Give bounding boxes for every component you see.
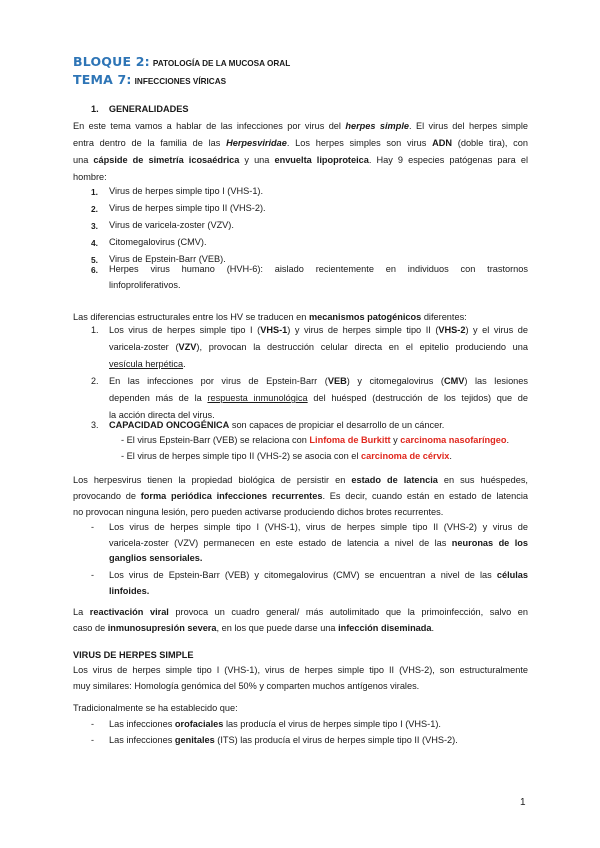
topic-title: INFECCIONES VÍRICAS <box>134 77 227 86</box>
list-number: 5. <box>91 255 98 265</box>
list-item: Virus de herpes simple tipo II (VHS-2). <box>109 203 266 213</box>
sub-list-item: - El virus de herpes simple tipo II (VHS-2) se asocia con el carcinoma de cérvix. <box>121 451 452 461</box>
topic-header <box>73 71 226 89</box>
paragraph-line: Tradicionalmente se ha establecido que: <box>73 703 238 713</box>
bullet-item-line: ganglios sensoriales. <box>109 553 203 563</box>
paragraph-line: Los virus de herpes simple tipo I (VHS-1), virus de herpes simple tipo II (VHS-2), son estructuralmente <box>73 665 528 675</box>
paragraph-line: En este tema vamos a hablar de las infecciones por virus del herpes simple. El virus del herpes simple <box>73 121 528 131</box>
block-title: PATOLOGÍA DE LA MUCOSA ORAL <box>152 59 291 68</box>
list-item-line: la acción directa del virus. <box>109 410 215 420</box>
list-number: 6. <box>91 265 98 275</box>
list-item: Los virus de herpes simple tipo I (VHS-1) y virus de herpes simple tipo II (VHS-2) y el virus de <box>109 325 528 335</box>
paragraph-line: hombre: <box>73 172 107 182</box>
section-heading: VIRUS DE HERPES SIMPLE <box>73 650 194 660</box>
list-number: 2. <box>91 204 98 214</box>
list-number: 3. <box>91 221 98 231</box>
list-item-line: vesícula herpética. <box>109 359 186 369</box>
block-header <box>73 53 290 71</box>
paragraph-line: caso de inmunosupresión severa, en los que puede darse una infección diseminada. <box>73 623 435 633</box>
bullet-item: Las infecciones genitales (ITS) las producía el virus de herpes simple tipo II (VHS-2). <box>109 735 458 745</box>
paragraph-line: provocando de forma periódica infecciones recurrentes. Es decir, cuando están en estado de latencia <box>73 491 528 501</box>
paragraph-line: Los herpesvirus tienen la propiedad biológica de persistir en estado de latencia en sus huéspedes, <box>73 475 528 485</box>
paragraph-line: muy similares: Homología genómica del 50% y comparten muchos antígenos virales. <box>73 681 420 691</box>
list-number: 3. <box>91 420 99 430</box>
paragraph-line: La reactivación viral provoca un cuadro general/ más autolimitado que la primoinfección, salvo en <box>73 607 528 617</box>
list-number: 1. <box>91 187 98 197</box>
page-number: 1 <box>520 797 526 808</box>
bullet-dash: - <box>91 719 94 729</box>
list-item-line: varicela-zoster (VZV), provocan la destrucción celular directa en el epitelio produciendo una <box>109 342 529 352</box>
bullet-dash: - <box>91 570 94 580</box>
paragraph-line: una cápside de simetría icosaédrica y una envuelta lipoproteica. Hay 9 especies patógenas para el <box>73 155 528 165</box>
list-item: Herpes virus humano (HVH-6): aislado recientemente en individuos con trastornos <box>109 264 528 274</box>
block-label: BLOQUE 2: <box>73 54 150 69</box>
list-item: En las infecciones por virus de Epstein-Barr (VEB) y citomegalovirus (CMV) las lesiones <box>109 376 528 386</box>
section-heading <box>91 104 189 114</box>
list-item: Virus de varicela-zoster (VZV). <box>109 220 234 230</box>
bullet-item: Los virus de herpes simple tipo I (VHS-1), virus de herpes simple tipo II (VHS-2) y virus de <box>109 522 528 532</box>
paragraph-line: no provocan ninguna lesión, pero pueden activarse produciendo dichos brotes recurrentes. <box>73 507 444 517</box>
bullet-item: Los virus de Epstein-Barr (VEB) y citomegalovirus (CMV) se encuentran a nivel de las células <box>109 570 528 580</box>
section-title: GENERALIDADES <box>108 104 189 114</box>
list-item: Virus de herpes simple tipo I (VHS-1). <box>109 186 264 196</box>
bullet-item: Las infecciones orofaciales las producía el virus de herpes simple tipo I (VHS-1). <box>109 719 441 729</box>
bullet-item-line: varicela-zoster (VZV) permanecen en este estado de latencia a nivel de las neuronas de los <box>109 538 528 548</box>
list-number: 1. <box>91 325 99 335</box>
bullet-dash: - <box>91 522 94 532</box>
list-number: 2. <box>91 376 99 386</box>
list-item: CAPACIDAD ONCOGÉNICA son capaces de propiciar el desarrollo de un cáncer. <box>109 420 445 430</box>
topic-label: TEMA 7: <box>73 72 132 87</box>
list-item-line: dependen más de la respuesta inmunológica del huésped (destrucción de los tejidos) que de <box>109 393 528 403</box>
sub-list-item: - El virus Epstein-Barr (VEB) se relaciona con Linfoma de Burkitt y carcinoma nasofaríngeo. <box>121 435 510 445</box>
list-number: 4. <box>91 238 98 248</box>
list-item: Virus de Epstein-Barr (VEB). <box>109 254 226 264</box>
bullet-item-line: linfoides. <box>109 586 150 596</box>
list-item-continuation: linfoproliferativos. <box>109 280 181 290</box>
paragraph-line: Las diferencias estructurales entre los HV se traducen en mecanismos patogénicos diferentes: <box>73 312 467 322</box>
paragraph-line: entra dentro de la familia de las Herpesviridae. Los herpes simples son virus ADN (doble tira), con <box>73 138 528 148</box>
bullet-dash: - <box>91 735 94 745</box>
section-number: 1. <box>91 104 99 114</box>
list-item: Citomegalovirus (CMV). <box>109 237 207 247</box>
